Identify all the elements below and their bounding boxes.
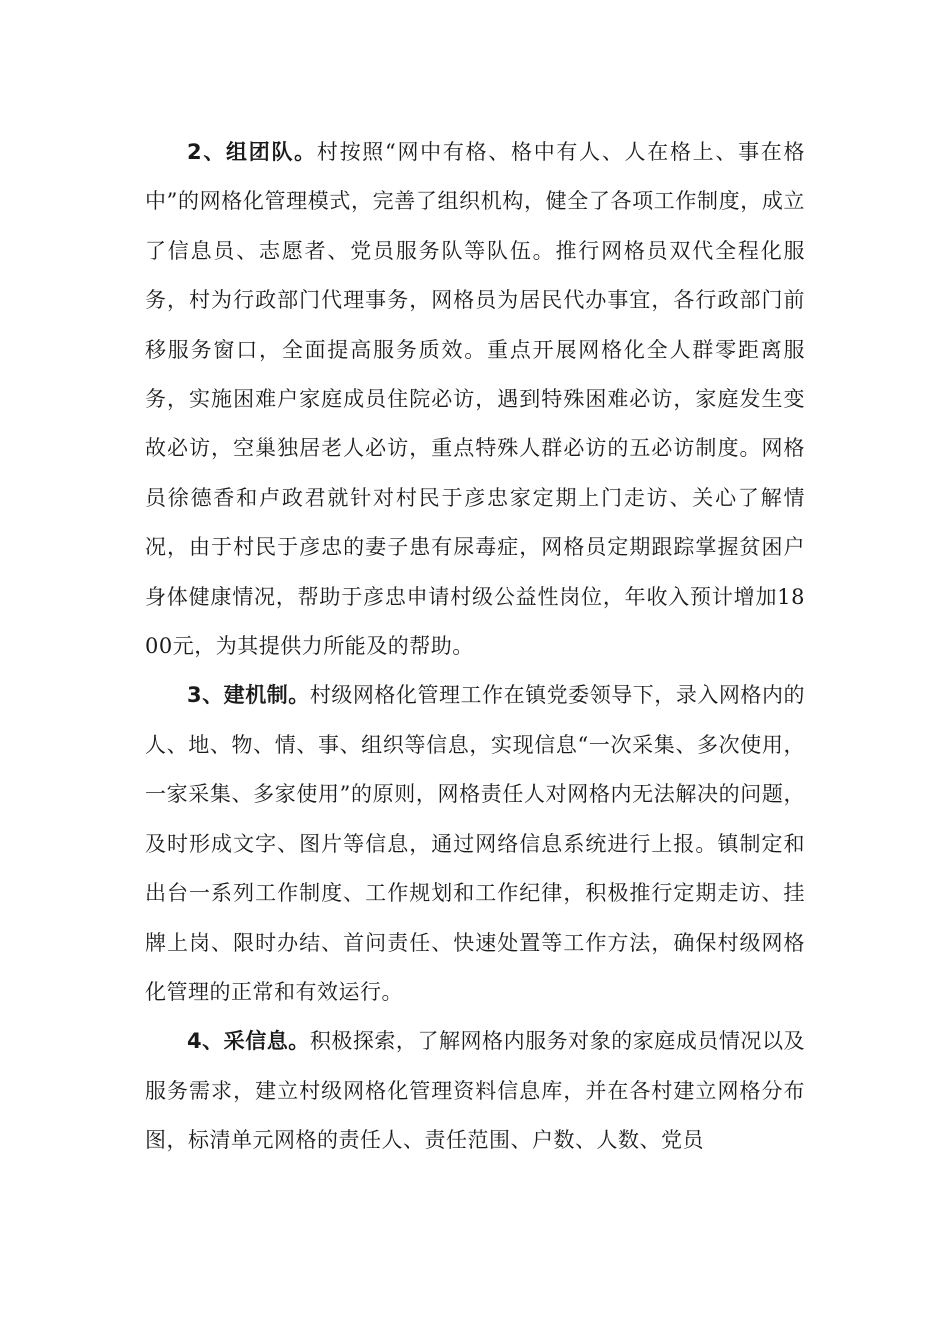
paragraph-build-mechanism: [145, 671, 805, 1017]
paragraph-heading: 3、建机制。: [187, 683, 310, 708]
paragraph-text: 村级网格化管理工作在镇党委领导下，录入网格内的人、地、物、情、事、组织等信息，实现信息“一次采集、多次使用，一家采集、多家使用”的原则，网格责任人对网格内无法解决的问题，及时形成文字、图片等信息，通过网络信息系统进行上报。镇制定和出台一系列工作制度、工作规划和工作纪律，积极推行定期走访、挂牌上岗、限时办结、首问责任、快速处置等工作方法，确保村级网格化管理的正常和有效运行。: [145, 683, 805, 1004]
paragraph-text: 积极探索，了解网格内服务对象的家庭成员情况以及服务需求，建立村级网格化管理资料信息库，并在各村建立网格分布图，标清单元网格的责任人、责任范围、户数、人数、党员: [145, 1029, 805, 1153]
document-body: [145, 128, 805, 1166]
paragraph-organize-team: [145, 128, 805, 671]
paragraph-heading: 4、采信息。: [187, 1029, 310, 1054]
paragraph-heading: 2、组团队。: [187, 140, 317, 164]
paragraph-text: 村按照“网中有格、格中有人、人在格上、事在格中”的网格化管理模式，完善了组织机构，健全了各项工作制度，成立了信息员、志愿者、党员服务队等队伍。推行网格员双代全程化服务，村为行政部门代理事务，网格员为居民代办事宜，各行政部门前移服务窗口，全面提高服务质效。重点开展网格化全人群零距离服务，实施困难户家庭成员住院必访，遇到特殊困难必访，家庭发生变故必访，空巢独居老人必访，重点特殊人群必访的五必访制度。网格员徐德香和卢政君就针对村民于彦忠家定期上门走访、关心了解情况，由于村民于彦忠的妻子患有尿毒症，网格员定期跟踪掌握贫困户身体健康情况，帮助于彦忠申请村级公益性岗位，年收入预计增加1800元，为其提供力所能及的帮助。: [145, 140, 805, 659]
paragraph-collect-info: [145, 1017, 805, 1165]
